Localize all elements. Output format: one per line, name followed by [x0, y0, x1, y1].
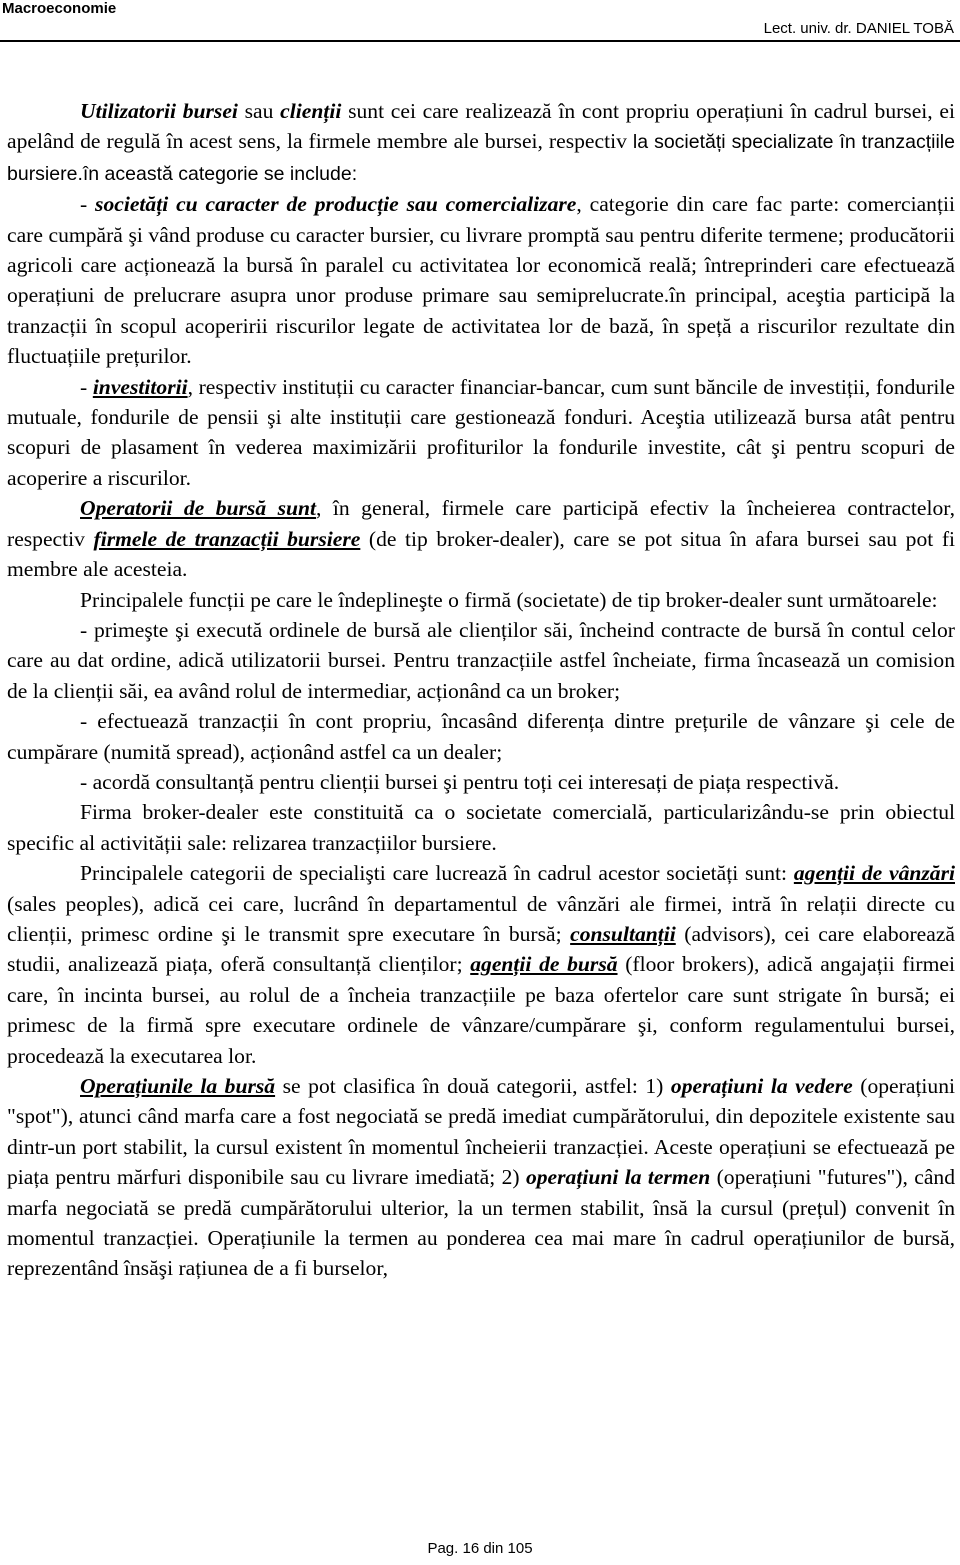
paragraph-firma: Firma broker-dealer este constituită ca o societate comercială, particularizându-se prin obiectul specific al activității sale: relizarea tranzacțiilor bursiere.	[7, 800, 955, 855]
paragraph-functie-1: - primeşte şi execută ordinele de bursă ale clienților săi, încheind contracte de bursă în contul celor care au dat ordine, adică utilizatorii bursei. Pentru tranzacțiile astfel încheiate, firma încasează un comision de la clienții săi, ea având rolul de intermediar, acționând ca un broker;	[7, 617, 955, 703]
paragraph-specialisti	[7, 858, 955, 1071]
text-fragment: (sales peoples), adică cei care, lucrând în departamentul de vânzări ale firmei, intră în relații directe cu clienții, primesc ordine şi le transmit spre executare în bursă;	[7, 891, 955, 946]
dash: -	[80, 192, 96, 217]
paragraph-operatori	[7, 493, 955, 584]
text-fragment: (operațiuni "spot"), atunci când marfa care a fost negociată se predă imediat cumpărătorului, din depozitele existente sau dintr-un port stabilit, la cursul existent în momentul încheierii tranzacției. Aceste operațiuni se efectuează pe piața pentru mărfuri disponibile sau cu livrare imediată; 2)	[7, 1074, 955, 1190]
paragraph-functie-3: - acordă consultanță pentru clienții bursei şi pentru toți cei interesați de piața respectivă.	[80, 769, 840, 794]
text-fragment: (advisors), cei care elaborează studii, analizează piața, oferă consultanță clienților;	[7, 921, 956, 977]
text-fragment: Principalele categorii de specialişti care lucrează în cadrul acestor societăți sunt:	[80, 861, 794, 886]
paragraph-functii: Principalele funcții pe care le îndeplineşte o firmă (societate) de tip broker-dealer sunt următoarele:	[80, 587, 938, 612]
page-body	[7, 96, 955, 1284]
text-fragment: (operațiuni "futures"), când marfa negociată se predă cumpărătorului ulterior, la un termen stabilit, însă la cursul (prețul) convenit în momentul tranzacției. Operațiunile la termen au ponderea cea mai mare în cadrul operațiunilor de bursă, reprezentând însăşi rațiunea de a fi burselor,	[7, 1165, 955, 1281]
text-fragment: (de tip broker-dealer), care se pot situa în afara bursei sau pot fi membre ale acesteia.	[7, 526, 956, 582]
term-operatorii: Operatorii de bursă sunt	[80, 496, 317, 521]
paragraph-utilizatori	[7, 96, 955, 189]
text-fragment: , în general, firmele care participă efectiv la încheierea contractelor, respectiv	[7, 496, 955, 551]
term-consultantii: consultanții	[570, 921, 676, 946]
paragraph-functie-2: - efectuează tranzacții în cont propriu, încasând diferența dintre prețurile de vânzare şi cele de cumpărare (numită spread), acționând astfel ca un dealer;	[7, 709, 955, 764]
dash: -	[80, 374, 93, 399]
term-utilizatorii: Utilizatorii bursei	[80, 99, 238, 123]
term-agentii-de-vanzari: agenții de vânzări	[793, 861, 955, 886]
text-fragment: sau	[237, 99, 281, 123]
text-fragment: , categorie din care fac parte: comercianții care cumpără şi vând produse cu caracter bursier, cu livrare promptă sau pentru diferite termene; producătorii agricoli care acționează la bursă în paralel cu activitatea lor economică reală; întreprinderi care efectuează operațiuni de prelucrare asupra unor produse primare sau semiprelucrate.în principal, aceştia participă la tranzacții în scopul acoperirii riscurilor legate de activitatea lor de bază, în speță a riscurilor rezultate din fluctuațiile prețurilor.	[7, 192, 955, 369]
text-fragment: se pot clasifica în două categorii, astfel: 1)	[275, 1074, 671, 1098]
term-operatiunile-la-bursa: Operațiunile la bursă	[80, 1074, 276, 1098]
term-societati: societăți cu caracter de producție sau comercializare	[95, 192, 577, 217]
text-fragment: sunt cei care realizează în cont propriu operațiuni în cadrul bursei, ei apelând de regulă în acest sens, la firmele membre ale bursei, respectiv	[7, 99, 955, 154]
text-fragment-sans: la societăți specializate în tranzacțiile bursiere.	[7, 131, 955, 185]
document-title: Macroeconomie	[2, 0, 117, 17]
paragraph-investitori	[7, 372, 955, 494]
text-fragment: , respectiv instituții cu caracter financiar-bancar, cum sunt băncile de investiții, fondurile mutuale, fondurile de pensii şi alte instituții care gestionează fonduri. Aceştia utilizează bursa atât pentru scopuri de plasament în vederea maximizării profiturilor la fondurile investite, cât şi pentru scopuri de acoperire a riscurilor.	[7, 374, 955, 490]
term-agentii-de-bursa: agenții de bursă	[470, 952, 618, 977]
text-fragment: (floor brokers), adică angajații firmei care, în incinta bursei, au rolul de a încheia tranzacțiile pe baza ofertelor care sunt strigate în bursă; ei primesc de la firmă spre executare ordinele de vânzare/cumpărare şi, conform regulamentului bursei, procedează la executarea lor.	[7, 952, 955, 1068]
term-clientii: clienții	[280, 99, 342, 123]
paragraph-operatiuni	[7, 1071, 955, 1284]
header-divider	[0, 40, 960, 42]
term-operatiuni-la-vedere: operațiuni la vedere	[670, 1074, 853, 1098]
author-line: Lect. univ. dr. DANIEL TOBĂ	[763, 20, 954, 37]
term-investitorii: investitorii	[92, 374, 188, 399]
paragraph-societati	[7, 189, 955, 371]
text-fragment-sans: în această categorie se include:	[82, 162, 358, 185]
page-number: Pag. 16 din 105	[427, 1540, 533, 1557]
term-operatiuni-la-termen: operațiuni la termen	[525, 1165, 711, 1190]
term-firmele-de-tranzactii: firmele de tranzacții bursiere	[93, 526, 361, 551]
